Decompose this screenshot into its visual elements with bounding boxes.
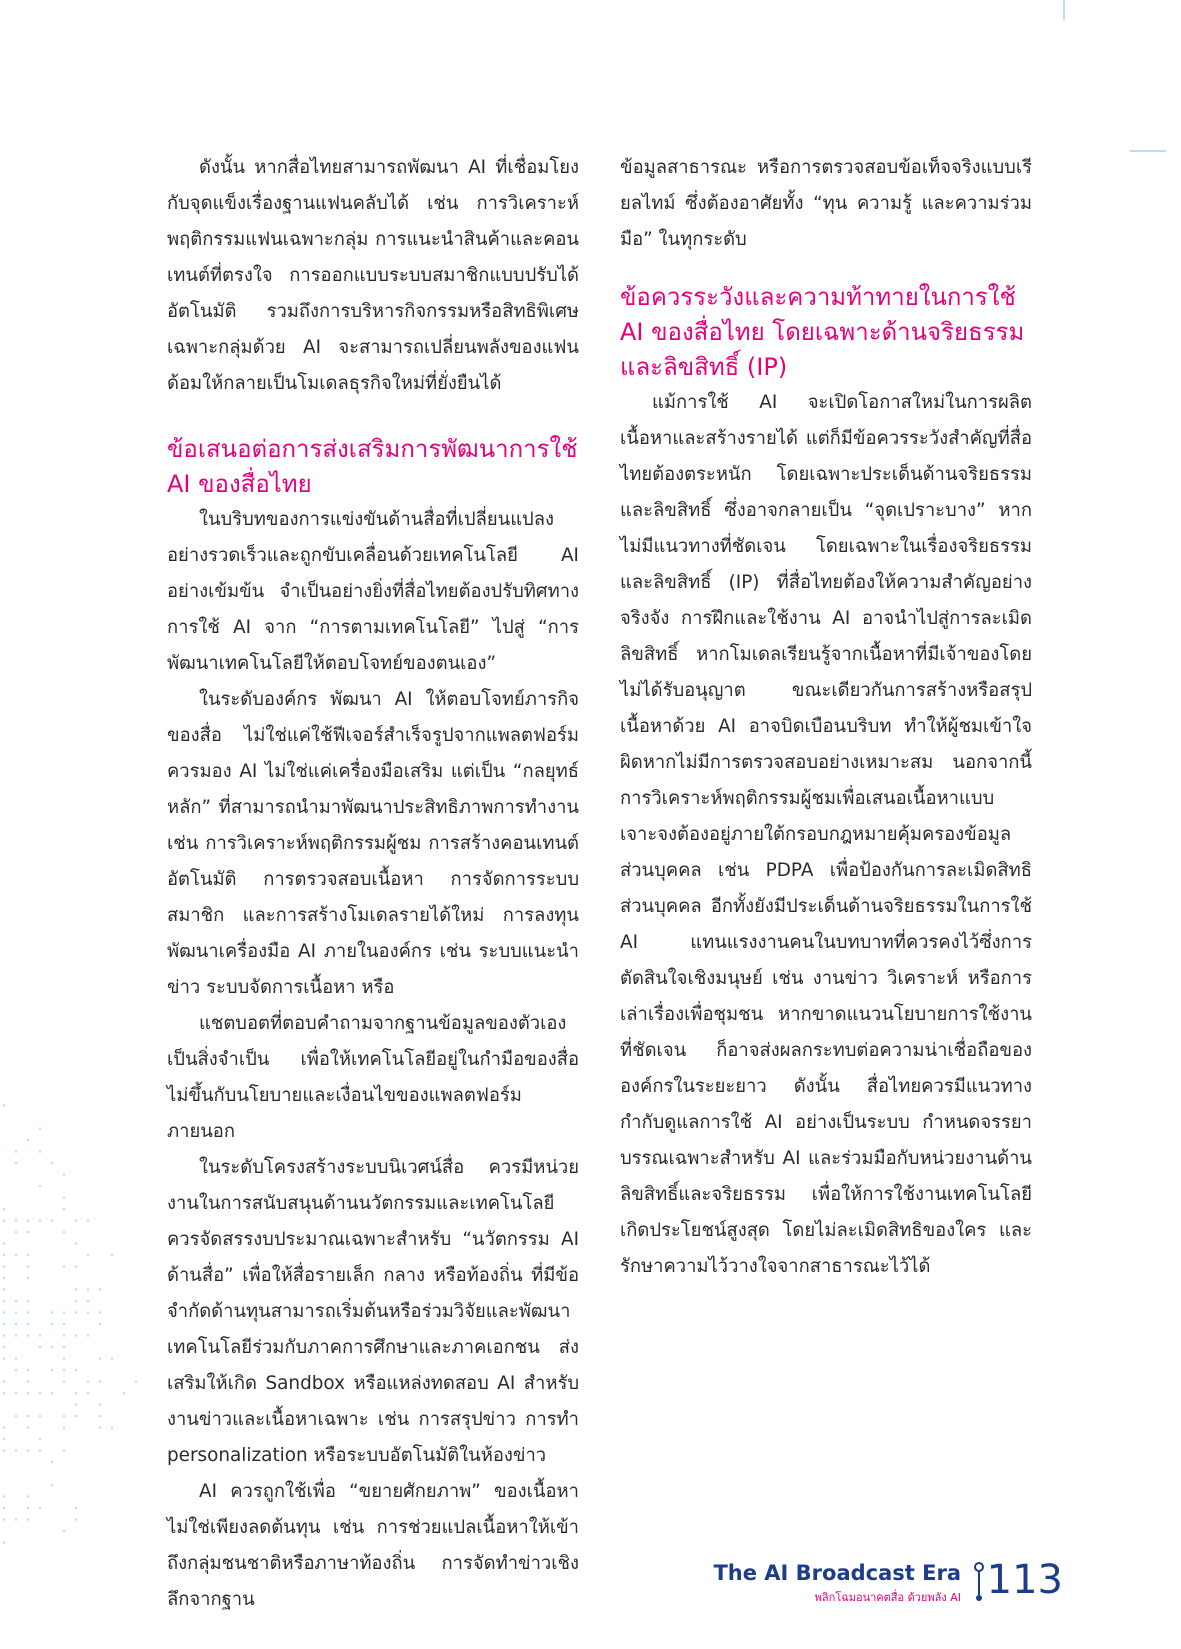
paragraph: ในระดับโครงสร้างระบบนิเวศน์สื่อ ควรมีหน่วยงานในการสนับสนุนด้านนวัตกรรมและเทคโนโลยี ควรจัดสรรงบประมาณเฉพาะสำหรับ “นวัตกรรม AI ด้านสื่อ” เพื่อให้สื่อรายเล็ก กลาง หรือท้องถิ่น ที่มีข้อจำกัดด้านทุนสามารถเริ่มต้นหรือร่วมวิจัยและพัฒนาเทคโนโลยีร่วมกับภาคการศึกษาและภาคเอกชน ส่งเสริมให้เกิด Sandbox หรือแหล่งทดสอบ AI สำหรับงานข่าวและเนื้อหาเฉพาะ เช่น การสรุปข่าว การทำ personalization หรือระบบอัตโนมัติในห้องข่าว: [167, 1157, 579, 1466]
publication-subtitle: พลิกโฉมอนาคตสื่อ ด้วยพลัง AI: [814, 1591, 961, 1604]
right-decor-line: [1130, 150, 1166, 152]
paragraph: ข้อมูลสาธารณะ หรือการตรวจสอบข้อเท็จจริงแบบเรียลไทม์ ซึ่งต้องอาศัยทั้ง “ทุน ความรู้ และความร่วมมือ” ในทุกระดับ: [620, 157, 1032, 250]
left-column: [167, 150, 579, 1618]
paragraph: แชตบอตที่ตอบคำถามจากฐานข้อมูลของตัวเอง เป็นสิ่งจำเป็น เพื่อให้เทคโนโลยีอยู่ในกำมือของสื่อ ไม่ขึ้นกับนโยบายและเงื่อนไขของแพลตฟอร์มภายนอก: [167, 1013, 579, 1142]
paragraph: ในระดับองค์กร พัฒนา AI ให้ตอบโจทย์ภารกิจของสื่อ ไม่ใช่แค่ใช้ฟีเจอร์สำเร็จรูปจากแพลตฟอร์ม ควรมอง AI ไม่ใช่แค่เครื่องมือเสริม แต่เป็น “กลยุทธ์หลัก” ที่สามารถนำมาพัฒนาประสิทธิภาพการทำงาน เช่น การวิเคราะห์พฤติกรรมผู้ชม การสร้างคอนเทนต์อัตโนมัติ การตรวจสอบเนื้อหา การจัดการระบบสมาชิก และการสร้างโมเดลรายได้ใหม่ การลงทุนพัฒนาเครื่องมือ AI ภายในองค์กร เช่น ระบบแนะนำข่าว ระบบจัดการเนื้อหา หรือ: [167, 689, 579, 998]
publication-title: The AI Broadcast Era: [713, 1561, 961, 1585]
paragraph: ในบริบทของการแข่งขันด้านสื่อที่เปลี่ยนแปลงอย่างรวดเร็วและถูกขับเคลื่อนด้วยเทคโนโลยี AI อย่างเข้มข้น จำเป็นอย่างยิ่งที่สื่อไทยต้องปรับทิศทางการใช้ AI จาก “การตามเทคโนโลยี” ไปสู่ “การพัฒนาเทคโนโลยีให้ตอบโจทย์ของตนเอง”: [167, 509, 579, 674]
page-number: 113: [986, 1557, 1063, 1603]
dot-pattern-decoration: [0, 1090, 170, 1550]
section-heading: ข้อควรระวังและความท้าทายในการใช้ AI ของสื่อไทย โดยเฉพาะด้านจริยธรรมและลิขสิทธิ์ (IP): [620, 283, 1025, 381]
paragraph: AI ควรถูกใช้เพื่อ “ขยายศักยภาพ” ของเนื้อหา ไม่ใช่เพียงลดต้นทุน เช่น การช่วยแปลเนื้อหาให้เข้าถึงกลุ่มชนชาติหรือภาษาท้องถิ่น การจัดทำข่าวเชิงลึกจากฐาน: [167, 1481, 579, 1610]
right-column: [620, 150, 1032, 1285]
paragraph: ดังนั้น หากสื่อไทยสามารถพัฒนา AI ที่เชื่อมโยงกับจุดแข็งเรื่องฐานแฟนคลับได้ เช่น การวิเคราะห์พฤติกรรมแฟนเฉพาะกลุ่ม การแนะนำสินค้าและคอนเทนต์ที่ตรงใจ การออกแบบระบบสมาชิกแบบปรับได้อัตโนมัติ รวมถึงการบริหารกิจกรรมหรือสิทธิพิเศษเฉพาะกลุ่มด้วย AI จะสามารถเปลี่ยนพลังของแฟนด้อมให้กลายเป็นโมเดลธุรกิจใหม่ที่ยั่งยืนได้: [167, 157, 579, 394]
top-decor-line: [1063, 0, 1065, 20]
microphone-icon: [971, 1561, 987, 1603]
page-footer: [713, 1555, 1063, 1605]
paragraph: แม้การใช้ AI จะเปิดโอกาสใหม่ในการผลิตเนื้อหาและสร้างรายได้ แต่ก็มีข้อควรระวังสำคัญที่สื่อไทยต้องตระหนัก โดยเฉพาะประเด็นด้านจริยธรรมและลิขสิทธิ์ ซึ่งอาจกลายเป็น “จุดเปราะบาง” หากไม่มีแนวทางที่ชัดเจน โดยเฉพาะในเรื่องจริยธรรมและลิขสิทธิ์ (IP) ที่สื่อไทยต้องให้ความสำคัญอย่างจริงจัง การฝึกและใช้งาน AI อาจนำไปสู่การละเมิดลิขสิทธิ์ หากโมเดลเรียนรู้จากเนื้อหาที่มีเจ้าของโดยไม่ได้รับอนุญาต ขณะเดียวกันการสร้างหรือสรุปเนื้อหาด้วย AI อาจบิดเบือนบริบท ทำให้ผู้ชมเข้าใจผิดหากไม่มีการตรวจสอบอย่างเหมาะสม นอกจากนี้ การวิเคราะห์พฤติกรรมผู้ชมเพื่อเสนอเนื้อหาแบบเจาะจงต้องอยู่ภายใต้กรอบกฎหมายคุ้มครองข้อมูลส่วนบุคคล เช่น PDPA เพื่อป้องกันการละเมิดสิทธิส่วนบุคคล อีกทั้งยังมีประเด็นด้านจริยธรรมในการใช้ AI แทนแรงงานคนในบทบาทที่ควรคงไว้ซึ่งการตัดสินใจเชิงมนุษย์ เช่น งานข่าว วิเคราะห์ หรือการเล่าเรื่องเพื่อชุมชน หากขาดแนวนโยบายการใช้งานที่ชัดเจน ก็อาจส่งผลกระทบต่อความน่าเชื่อถือขององค์กรในระยะยาว ดังนั้น สื่อไทยควรมีแนวทางกำกับดูแลการใช้ AI อย่างเป็นระบบ กำหนดจรรยาบรรณเฉพาะสำหรับ AI และร่วมมือกับหน่วยงานด้านลิขสิทธิ์และจริยธรรม เพื่อให้การใช้งานเทคโนโลยีเกิดประโยชน์สูงสุด โดยไม่ละเมิดสิทธิของใคร และรักษาความไว้วางใจจากสาธารณะไว้ได้: [620, 392, 1032, 1277]
section-heading: ข้อเสนอต่อการส่งเสริมการพัฒนาการใช้ AI ของสื่อไทย: [167, 435, 578, 498]
